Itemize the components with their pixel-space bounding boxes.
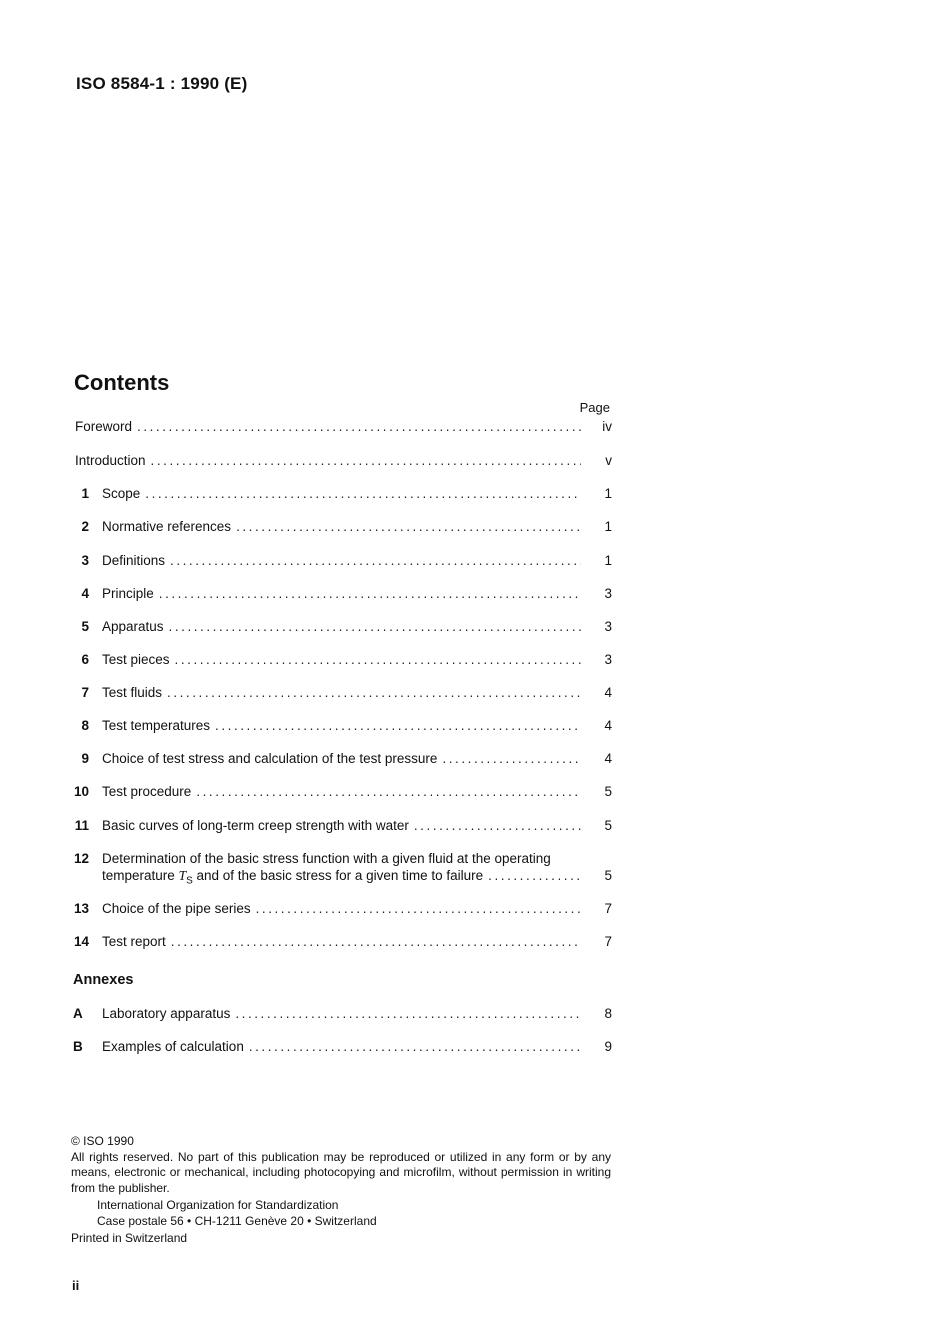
toc-label: Test temperatures	[102, 718, 211, 733]
toc-number: 8	[81, 718, 89, 733]
toc-page: 4	[604, 718, 612, 733]
leader-dots	[171, 933, 581, 950]
leader-dots	[145, 485, 581, 502]
toc-page: 5	[604, 818, 612, 833]
printed-in: Printed in Switzerland	[71, 1231, 188, 1245]
leader-dots	[196, 783, 581, 800]
toc-page: 3	[604, 619, 612, 634]
organization-address: Case postale 56 • CH-1211 Genève 20 • Switzerland	[97, 1213, 377, 1228]
copyright-symbol-line: © ISO 1990	[71, 1134, 134, 1148]
toc-page: 1	[604, 519, 612, 534]
toc-number: 2	[81, 519, 89, 534]
toc-number: 1	[81, 486, 89, 501]
leader-dots	[159, 585, 581, 602]
leader-dots	[169, 618, 581, 635]
toc-number: 13	[74, 901, 90, 916]
toc-label: Normative references	[102, 519, 232, 534]
toc-number: 9	[81, 751, 89, 766]
toc-label: Laboratory apparatus	[102, 1006, 231, 1021]
toc-label-line-1: Determination of the basic stress function with a given fluid at the operating	[102, 851, 551, 866]
toc-label: Test pieces	[102, 652, 170, 667]
toc-label: Principle	[102, 586, 154, 601]
organization-name: International Organization for Standardization	[97, 1198, 339, 1212]
leader-dots	[235, 1005, 581, 1022]
leader-dots	[215, 717, 581, 734]
leader-dots	[249, 1038, 581, 1055]
temperature-symbol: $T_S$	[178, 868, 193, 887]
toc-label: Test fluids	[102, 685, 163, 700]
toc-label: Test report	[102, 934, 166, 949]
standard-identifier: ISO 8584-1 : 1990 (E)	[76, 74, 248, 93]
toc-page: v	[605, 453, 612, 468]
toc-label: Scope	[102, 486, 141, 501]
toc-label: Apparatus	[102, 619, 164, 634]
toc-page: 9	[604, 1039, 612, 1054]
toc-number: 3	[81, 553, 89, 568]
toc-label-line-2: temperature $T_S$ and of the basic stress for a given time to failure	[102, 868, 484, 887]
toc-page: 8	[604, 1006, 612, 1021]
toc-number: 5	[81, 619, 89, 634]
page-number: ii	[72, 1278, 80, 1293]
toc-page: 7	[604, 934, 612, 949]
leader-dots	[151, 452, 581, 469]
toc-number: 6	[81, 652, 89, 667]
toc-label: Basic curves of long-term creep strength with water	[102, 818, 409, 833]
toc-label: Definitions	[102, 553, 166, 568]
toc-number: 7	[81, 685, 89, 700]
leader-dots	[170, 552, 581, 569]
toc-number: 11	[74, 818, 89, 833]
toc-number: 4	[81, 586, 89, 601]
toc-label: Examples of calculation	[102, 1039, 244, 1054]
toc-page: 3	[604, 652, 612, 667]
toc-page: 7	[604, 901, 612, 916]
leader-dots	[236, 518, 581, 535]
toc-label: Choice of the pipe series	[102, 901, 251, 916]
page-column-header: Page	[579, 400, 610, 415]
leader-dots	[175, 651, 581, 668]
toc-page: 4	[604, 751, 612, 766]
leader-dots	[414, 817, 581, 834]
leader-dots	[137, 418, 581, 435]
toc-number: 12	[74, 851, 90, 866]
toc-page: 1	[604, 553, 612, 568]
leader-dots	[256, 900, 581, 917]
toc-number: 14	[74, 934, 90, 949]
toc-page: 1	[604, 486, 612, 501]
toc-label: Foreword	[75, 419, 133, 434]
toc-page: 3	[604, 586, 612, 601]
contents-title: Contents	[74, 370, 170, 395]
annexes-heading: Annexes	[73, 972, 134, 988]
toc-number: 10	[74, 784, 90, 799]
copyright-rights: All rights reserved. No part of this publication may be reproduced or utilized in any form or by any means, electronic or mechanical, including photocopying and microfilm, without permission in writing from the publisher.	[71, 1149, 611, 1195]
leader-dots	[488, 867, 581, 884]
toc-label: Test procedure	[102, 784, 192, 799]
toc-page: 5	[604, 868, 612, 883]
leader-dots	[167, 684, 581, 701]
toc-label: Introduction	[75, 453, 146, 468]
annex-letter: A	[73, 1006, 83, 1021]
toc-page: 5	[604, 784, 612, 799]
toc-label: Choice of test stress and calculation of the test pressure	[102, 751, 438, 766]
leader-dots	[442, 750, 581, 767]
toc-page: iv	[602, 419, 612, 434]
annex-letter: B	[73, 1039, 83, 1054]
toc-page: 4	[604, 685, 612, 700]
copyright-block	[71, 1134, 611, 1247]
